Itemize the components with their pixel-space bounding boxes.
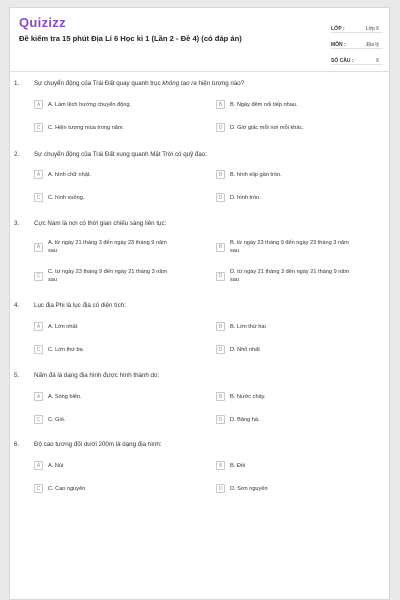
option-a[interactable] [34,461,63,470]
option-text: C. Lớn thứ ba [48,346,83,353]
question-text: Cực Nam là nơi có thời gian chiếu sáng liên tục: [34,220,167,227]
option-text: D. Giờ giấc mỗi nơi mỗi khác. [230,124,304,131]
meta-value: Lớp 6 [365,26,379,32]
option-text: D. Băng hà. [230,416,260,423]
option-text: B. Nước chảy. [230,393,266,400]
meta-row-class [331,17,383,33]
option-d[interactable] [216,484,268,493]
question-number: 4. [14,302,20,309]
meta-row-subject [331,33,383,49]
option-d[interactable] [216,415,260,424]
option-text: A. từ ngày 21 tháng 3 đến ngày 23 tháng 9 năm sau [48,240,167,254]
option-letter-box: A [34,322,43,331]
option-text: A. hình chữ nhật. [48,171,91,178]
meta-key: LỚP : [331,26,345,32]
question-number: 2. [14,151,20,158]
option-text: B. từ ngày 23 tháng 9 đến ngày 23 tháng 3 năm sau [230,240,349,254]
option-letter-box: D [216,272,225,281]
option-letter-box: D [216,484,225,493]
option-a[interactable] [34,100,131,109]
option-d[interactable] [216,193,261,202]
meta-value: 6 [376,58,379,64]
option-a[interactable] [34,239,167,255]
option-letter-box: B [216,243,225,252]
question-text: Lục địa Phi là lục địa có diện tích: [34,302,126,309]
option-d[interactable] [216,123,304,132]
question-number: 1. [14,80,20,87]
option-letter-box: C [34,272,43,281]
option-c[interactable] [34,268,167,284]
option-text: C. Cao nguyên [48,485,86,492]
option-b[interactable] [216,322,266,331]
option-c[interactable] [34,415,65,424]
option-letter-box: D [216,345,225,354]
option-text: D. hình tròn. [230,194,261,201]
option-letter-box: B [216,170,225,179]
option-a[interactable] [34,322,77,331]
question-text: Độ cao tương đối dưới 200m là dạng địa hình: [34,441,162,448]
option-letter-box: B [216,100,225,109]
option-b[interactable] [216,170,282,179]
question-number: 6. [14,441,20,448]
option-letter-box: D [216,193,225,202]
option-letter-box: A [34,461,43,470]
option-text: D. từ ngày 21 tháng 3 đến ngày 21 tháng 9 năm sau [230,269,350,283]
option-letter-box: B [216,461,225,470]
option-letter-box: A [34,392,43,401]
meta-row-question-count [331,49,383,65]
option-text: C. Gió. [48,416,66,423]
quizizz-logo: Quizizz [19,15,66,30]
option-letter-box: B [216,322,225,331]
option-text: D. Sơn nguyên [230,485,268,492]
option-letter-box: C [34,345,43,354]
option-c[interactable] [34,193,84,202]
question-text: Sự chuyển động của Trái Đất quay quanh trục không tạo ra hiện tượng nào? [34,80,245,87]
question-text: Sự chuyển động của Trái Đất xung quanh Mặt Trời có quỹ đạo: [34,151,207,158]
option-text: A. Làm lệch hướng chuyển động. [48,101,131,108]
option-letter-box: C [34,484,43,493]
option-text: B. Ngày đêm nối tiếp nhau. [230,101,298,108]
option-text: A. Sóng biển. [48,393,82,400]
option-letter-box: A [34,243,43,252]
option-b[interactable] [216,461,245,470]
worksheet-meta [331,17,383,65]
option-text: C. từ ngày 23 tháng 9 đến ngày 21 tháng 3 năm sau [48,269,168,283]
option-c[interactable] [34,484,85,493]
option-a[interactable] [34,170,91,179]
option-letter-box: A [34,100,43,109]
meta-key: SỐ CÂU : [331,58,354,64]
option-letter-box: A [34,170,43,179]
option-text: A. Núi [48,462,64,469]
option-text: B. Lớn thứ hai [230,323,266,330]
option-c[interactable] [34,345,83,354]
option-text: B. Đồi [230,462,246,469]
option-b[interactable] [216,239,349,255]
option-text: D. Nhỏ nhất [230,346,260,353]
option-d[interactable] [216,268,349,284]
option-b[interactable] [216,392,266,401]
option-text: B. hình elip gần tròn. [230,171,282,178]
option-letter-box: C [34,415,43,424]
option-text: C. hình vuông. [48,194,85,201]
meta-key: MÔN : [331,42,346,48]
option-letter-box: C [34,193,43,202]
question-text: Nấm đá là dạng địa hình được hình thành do: [34,372,160,379]
option-text: C. Hiện tượng mùa trong năm. [48,124,125,131]
option-text: A. Lớn nhất [48,323,78,330]
option-letter-box: C [34,123,43,132]
question-number: 3. [14,220,20,227]
header-divider [10,71,389,72]
meta-value: Địa lý [366,42,379,48]
option-a[interactable] [34,392,82,401]
option-b[interactable] [216,100,297,109]
worksheet-page [9,7,390,600]
option-letter-box: D [216,415,225,424]
question-number: 5. [14,372,20,379]
option-d[interactable] [216,345,260,354]
worksheet-title: Đề kiểm tra 15 phút Địa Lí 6 Học kì 1 (Lần 2 - Đề 4) (có đáp án) [19,34,242,43]
emphasis-text: không tạo ra [162,80,197,87]
option-letter-box: B [216,392,225,401]
option-letter-box: D [216,123,225,132]
option-c[interactable] [34,123,124,132]
